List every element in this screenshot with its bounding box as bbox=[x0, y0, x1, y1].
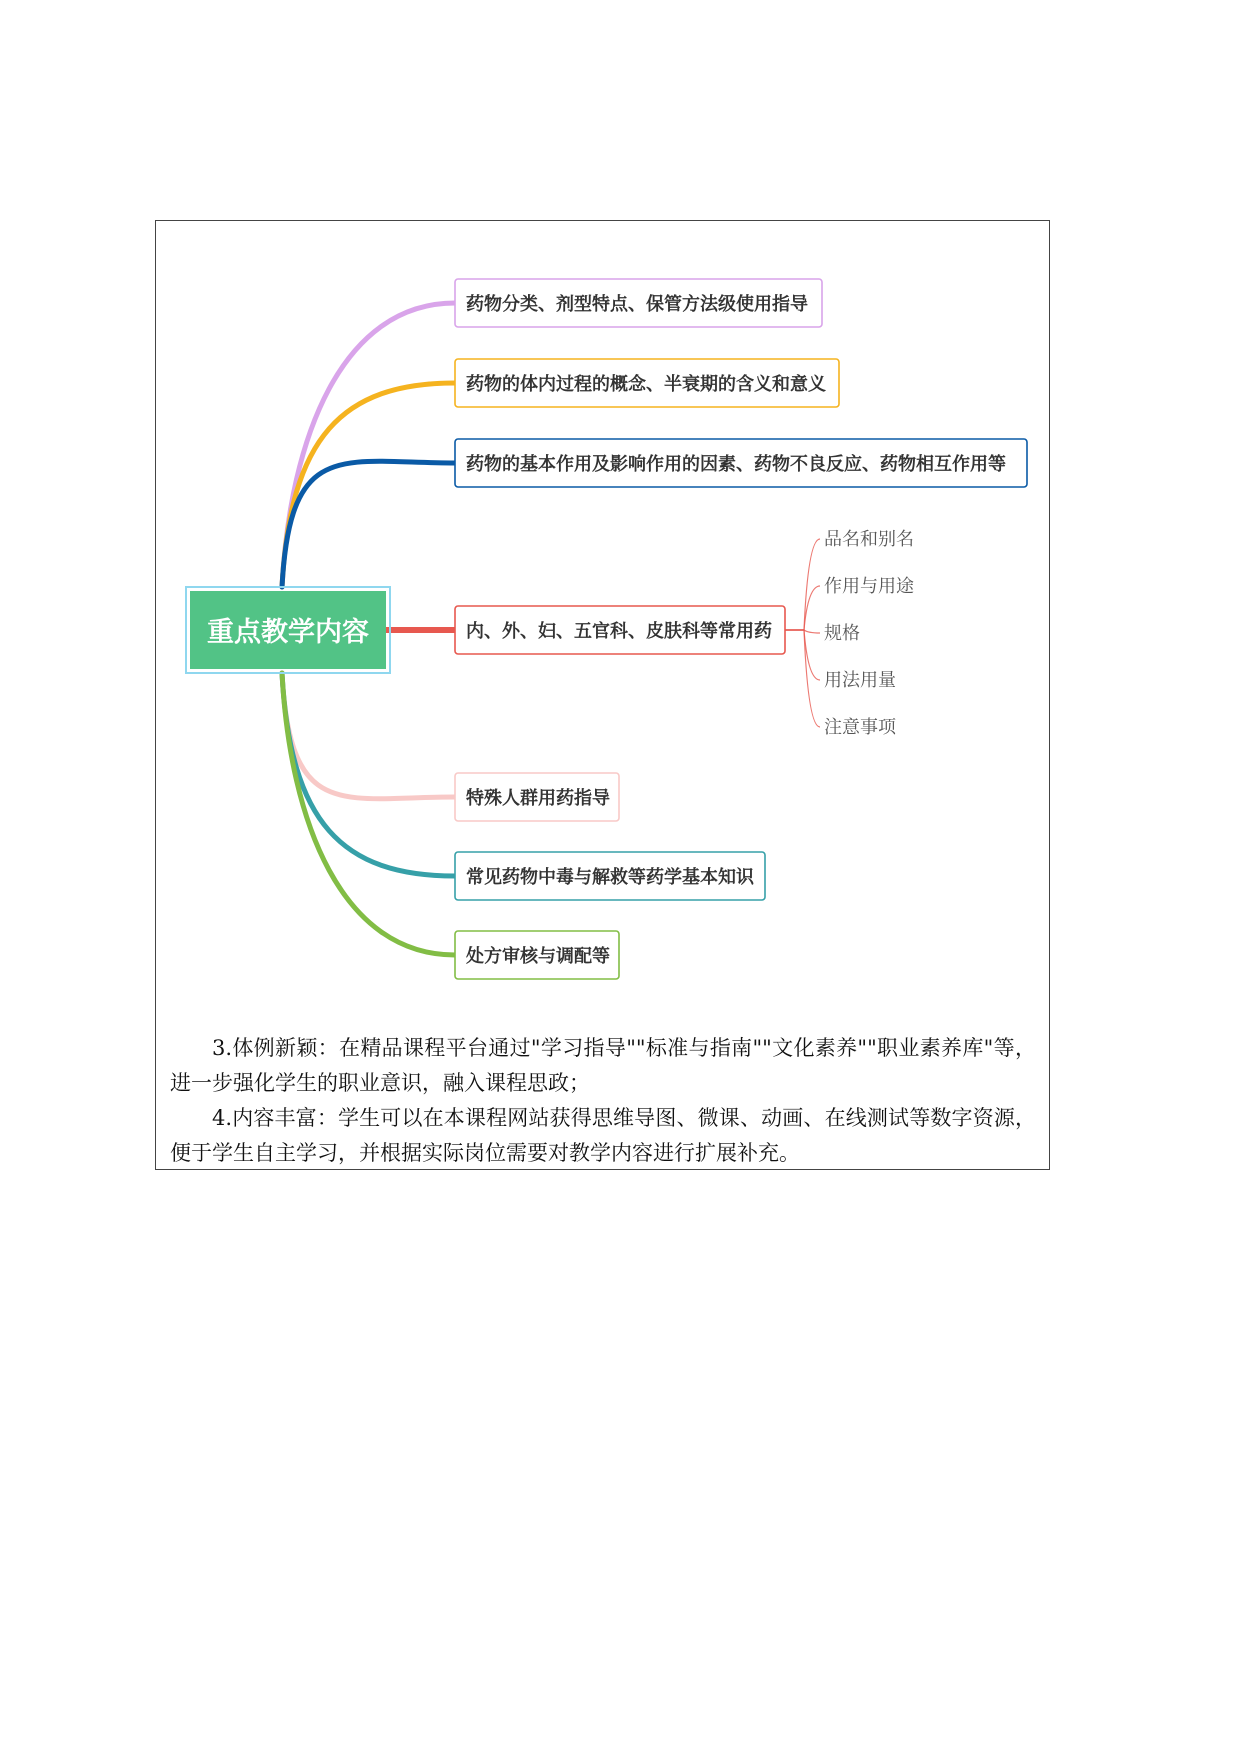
branch-connector-7 bbox=[282, 673, 455, 955]
leaf-label-3: 规格 bbox=[824, 623, 860, 644]
branch-label-5: 特殊人群用药指导 bbox=[466, 788, 610, 809]
branch-node-7 bbox=[455, 931, 619, 979]
paragraph-content: 4.内容丰富：学生可以在本课程网站获得思维导图、微课、动画、在线测试等数字资源，便于学生自主学习，并根据实际岗位需要对教学内容进行扩展补充。 bbox=[170, 1106, 1036, 1165]
branch-label-2: 药物的体内过程的概念、半衰期的含义和意义 bbox=[466, 374, 826, 395]
branch-node-2 bbox=[455, 359, 839, 407]
paragraph-style: 3.体例新颖：在精品课程平台通过"学习指导""标准与指南""文化素养""职业素养库"等，进一步强化学生的职业意识，融入课程思政； bbox=[170, 1036, 1036, 1095]
mind-map bbox=[156, 221, 1051, 1011]
leaf-connectors bbox=[785, 539, 820, 727]
center-node bbox=[186, 587, 390, 673]
leaf-connector-5 bbox=[785, 630, 820, 727]
leaf-label-2: 作用与用途 bbox=[824, 576, 914, 597]
branch-node-3 bbox=[455, 439, 1027, 487]
branch-node-5 bbox=[455, 773, 619, 821]
branch-label-7: 处方审核与调配等 bbox=[466, 946, 610, 967]
leaf-label-4: 用法用量 bbox=[824, 670, 896, 691]
branch-label-1: 药物分类、剂型特点、保管方法级使用指导 bbox=[466, 294, 808, 315]
branch-node-4 bbox=[455, 606, 785, 654]
leaf-group bbox=[824, 529, 914, 738]
content-frame bbox=[155, 220, 1050, 1170]
branch-label-4: 内、外、妇、五官科、皮肤科等常用药 bbox=[466, 621, 772, 642]
leaf-connector-4 bbox=[785, 630, 820, 680]
branch-node-6 bbox=[455, 852, 765, 900]
branch-connector-5 bbox=[282, 673, 455, 799]
branch-connector-3 bbox=[282, 461, 455, 587]
leaf-connector-2 bbox=[785, 586, 820, 630]
branch-label-3: 药物的基本作用及影响作用的因素、药物不良反应、药物相互作用等 bbox=[466, 454, 1006, 475]
branch-connector-1 bbox=[282, 303, 455, 587]
leaf-label-1: 品名和别名 bbox=[824, 529, 914, 550]
branch-node-1 bbox=[455, 279, 822, 327]
leaf-connector-1 bbox=[785, 539, 820, 630]
center-node-label: 重点教学内容 bbox=[207, 617, 369, 648]
leaf-label-5: 注意事项 bbox=[824, 717, 896, 738]
branch-label-6: 常见药物中毒与解救等药学基本知识 bbox=[466, 867, 754, 888]
